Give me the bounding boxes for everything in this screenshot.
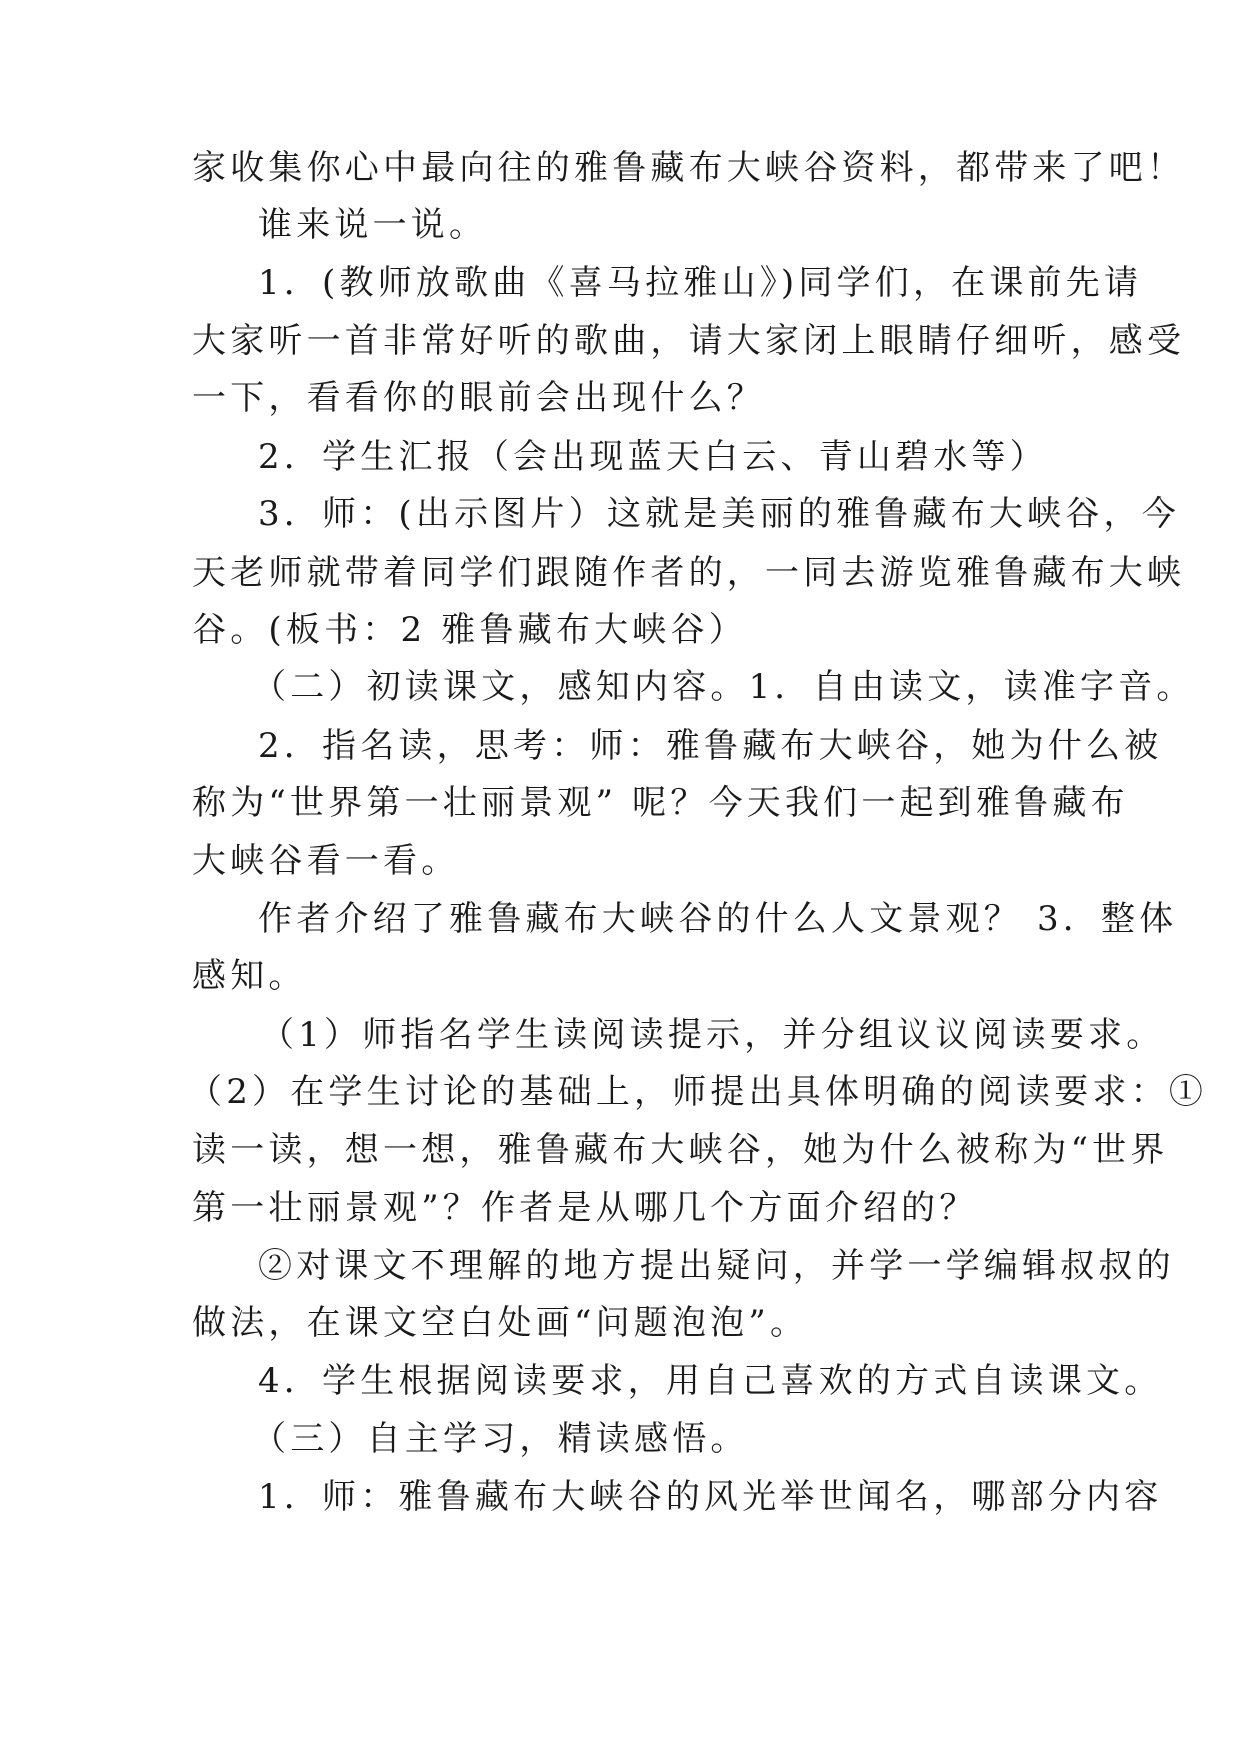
text-line-20: ②对课文不理解的地方提出疑问，并学一学编辑叔叔的 (258, 1246, 1175, 1286)
text-line-11: 2．指名读，思考：师：雅鲁藏布大峡谷，她为什么被 (258, 726, 1163, 766)
text-line-7: 3．师：(出示图片）这就是美丽的雅鲁藏布大峡谷，今 (258, 494, 1180, 534)
text-line-1: 家收集你心中最向往的雅鲁藏布大峡谷资料，都带来了吧！ (192, 148, 1186, 188)
text-line-14: 作者介绍了雅鲁藏布大峡谷的什么人文景观？ 3．整体 (258, 899, 1178, 939)
text-line-21: 做法，在课文空白处画“问题泡泡”。 (192, 1303, 809, 1343)
text-line-9: 谷。(板书：2 雅鲁藏布大峡谷） (192, 610, 747, 650)
text-line-24: 1．师：雅鲁藏布大峡谷的风光举世闻名，哪部分内容 (258, 1477, 1163, 1517)
text-line-5: 一下，看看你的眼前会出现什么？ (192, 378, 765, 418)
text-line-23: （三）自主学习，精读感悟。 (252, 1419, 749, 1459)
text-line-3: 1．(教师放歌曲《喜马拉雅山》)同学们，在课前先请 (258, 263, 1143, 303)
text-line-19: 第一壮丽景观”？作者是从哪几个方面介绍的？ (192, 1188, 978, 1228)
text-line-13: 大峡谷看一看。 (192, 841, 460, 881)
text-line-10: （二）初读课文，感知内容。1．自由读文，读准字音。 (252, 667, 1195, 707)
text-line-22: 4．学生根据阅读要求，用自己喜欢的方式自读课文。 (258, 1361, 1163, 1401)
text-line-4: 大家听一首非常好听的歌曲，请大家闭上眼睛仔细听，感受 (192, 321, 1186, 361)
text-line-6: 2．学生汇报（会出现蓝天白云、青山碧水等） (258, 437, 1048, 477)
text-line-2: 谁来说一说。 (258, 205, 488, 245)
text-line-18: 读一读，想一想，雅鲁藏布大峡谷，她为什么被称为“世界 (192, 1130, 1169, 1170)
text-line-17: （2）在学生讨论的基础上，师提出具体明确的阅读要求：① (188, 1072, 1208, 1112)
text-line-12: 称为“世界第一壮丽景观” 呢？今天我们一起到雅鲁藏布 (192, 783, 1129, 823)
text-line-8: 天老师就带着同学们跟随作者的，一同去游览雅鲁藏布大峡 (192, 553, 1186, 593)
text-line-15: 感知。 (192, 956, 307, 996)
text-line-16: （1）师指名学生读阅读提示，并分组议议阅读要求。 (260, 1015, 1165, 1055)
